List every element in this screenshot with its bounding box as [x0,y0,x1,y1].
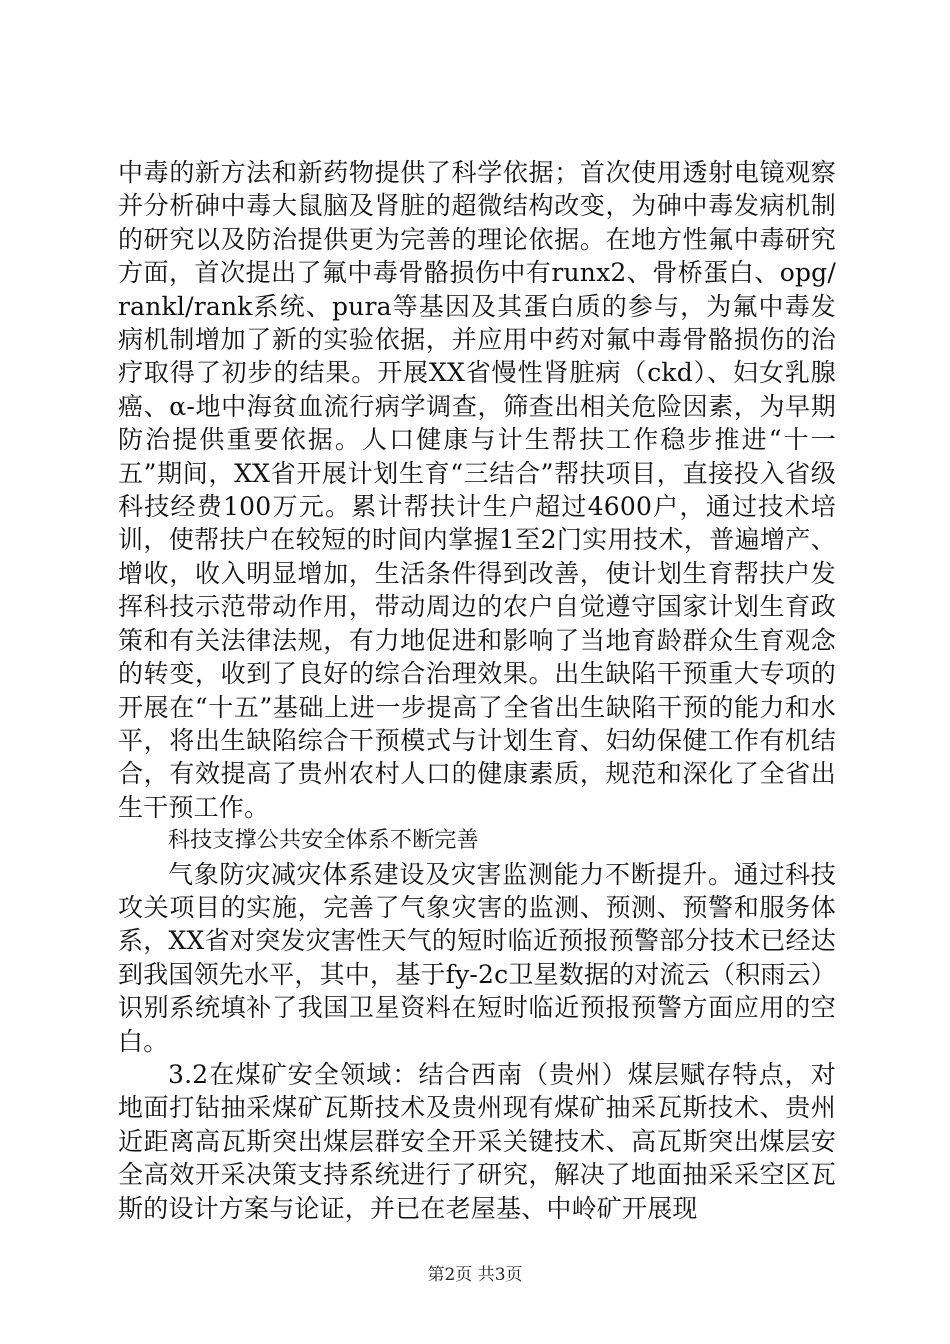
document-body [118,156,836,1225]
body-paragraph: 气象防灾减灾体系建设及灾害监测能力不断提升。通过科技攻关项目的实施，完善了气象灾害的监测、预测、预警和服务体系，XX省对突发灾害性天气的短时临近预报预警部分技术已经达到我国领先水平，其中，基于fy-2c卫星数据的对流云（积雨云）识别系统填补了我国卫星资料在短时临近预报预警方面应用的空白。 [118,859,836,1056]
body-paragraph: 3.2在煤矿安全领域：结合西南（贵州）煤层赋存特点，对地面打钻抽采煤矿瓦斯技术及贵州现有煤矿抽采瓦斯技术、贵州近距离高瓦斯突出煤层群安全开采关键技术、高瓦斯突出煤层安全高效开采决策支持系统进行了研究，解决了地面抽采采空区瓦斯的设计方案与论证，并已在老屋基、中岭矿开展现 [118,1059,836,1223]
section-heading: 科技支撑公共安全体系不断完善 [168,828,479,854]
body-paragraph: 中毒的新方法和新药物提供了科学依据；首次使用透射电镜观察并分析砷中毒大鼠脑及肾脏的超微结构改变，为砷中毒发病机制的研究以及防治提供更为完善的理论依据。在地方性氟中毒研究方面，首次提出了氟中毒骨骼损伤中有runx2、骨桥蛋白、opg/rankl/rank系统、pura等基因及其蛋白质的参与，为氟中毒发病机制增加了新的实验依据，并应用中药对氟中毒骨骼损伤的治疗取得了初步的结果。开展XX省慢性肾脏病（ckd）、妇女乳腺癌、α-地中海贫血流行病学调查，筛查出相关危险因素，为早期防治提供重要依据。人口健康与计生帮扶工作稳步推进“十一五”期间，XX省开展计划生育“三结合”帮扶项目，直接投入省级科技经费100万元。累计帮扶计生户超过4600户，通过技术培训，使帮扶户在较短的时间内掌握1至2门实用技术，普遍增产、增收，收入明显增加，生活条件得到改善，使计划生育帮扶户发挥科技示范带动作用，带动周边的农户自觉遵守国家计划生育政策和有关法律法规，有力地促进和影响了当地育龄群众生育观念的转变，收到了良好的综合治理效果。出生缺陷干预重大专项的开展在“十五”基础上进一步提高了全省出生缺陷干预的能力和水平，将出生缺陷综合干预模式与计划生育、妇幼保健工作有机结合，有效提高了贵州农村人口的健康素质，规范和深化了全省出生干预工作。 [118,158,836,822]
page-number-footer: 第2页 共3页 [427,1265,523,1285]
